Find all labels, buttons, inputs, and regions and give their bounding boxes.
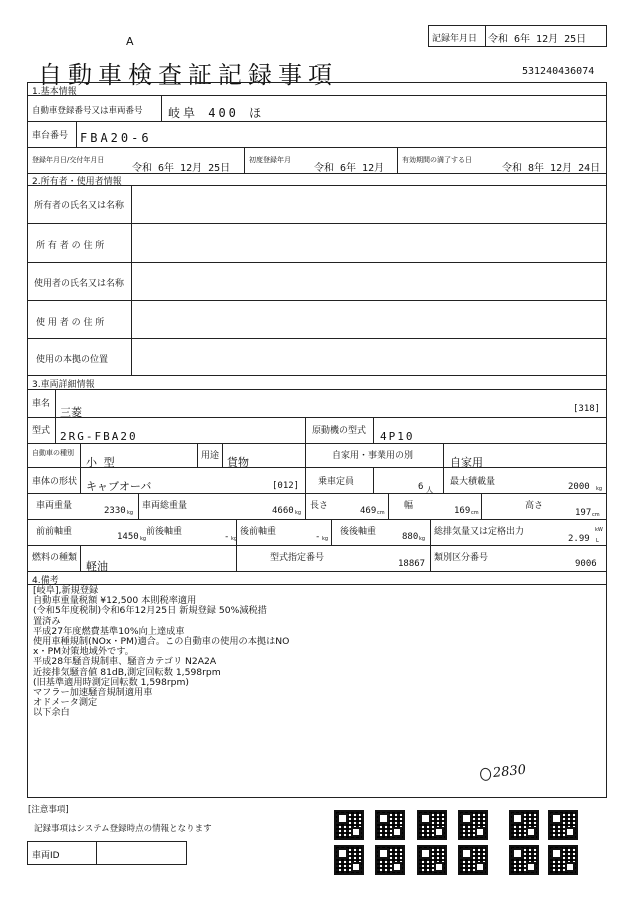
vehicle-kind-label: 自動車の種別	[32, 449, 74, 457]
length-value: 469	[360, 506, 377, 516]
qr-code-icon	[417, 845, 447, 875]
registration-date-label: 登録年月日/交付年月日	[32, 156, 105, 164]
width-value: 169	[454, 506, 471, 516]
front-front-axle-label: 前前軸重	[36, 527, 73, 537]
registration-date-value: 令和 6年 12月 25日	[132, 163, 231, 174]
width-label: 幅	[404, 501, 414, 511]
displacement-value: 2.99	[568, 534, 590, 544]
remarks-line: オドメータ測定	[33, 697, 98, 709]
capacity-unit: 人	[426, 486, 433, 494]
front-rear-axle-label: 前後軸重	[146, 527, 183, 537]
registration-number-value: 岐阜 400 ほ	[168, 106, 265, 120]
remarks-line: x・PM対策地域外です。	[33, 646, 134, 658]
rear-front-axle-label: 後前軸重	[240, 527, 277, 537]
handwritten-number: 2830	[492, 762, 527, 782]
maker-code: [318]	[573, 404, 601, 414]
qr-code-icon	[548, 845, 578, 875]
registration-number-label: 自動車登録番号又は車両番号	[32, 106, 143, 116]
chassis-number-label: 車台番号	[32, 131, 69, 141]
notes-heading: [注意事項]	[28, 805, 69, 815]
purpose-value: 自家用	[450, 456, 483, 469]
use-label: 用途	[201, 451, 220, 461]
remarks-text	[33, 586, 289, 719]
notes-text: 記録事項はシステム登録時点の情報となります	[34, 824, 212, 834]
fuel-label: 燃料の種類	[32, 553, 78, 563]
vehicle-weight-label: 車両重量	[36, 501, 73, 511]
remarks-line: 平成27年度燃費基準10%向上達成車	[33, 625, 185, 637]
expiry-date-label: 有効期間の満了する日	[402, 156, 472, 164]
capacity-label: 乗車定員	[318, 477, 355, 487]
front-rear-axle-unit: kg	[231, 536, 238, 542]
fuel-value: 軽油	[86, 560, 108, 573]
first-registration-value: 令和 6年 12月	[314, 163, 385, 174]
purpose-label: 自家用・事業用の別	[332, 451, 414, 461]
rear-front-axle-unit: kg	[322, 536, 329, 542]
displacement-label: 総排気量又は定格出力	[434, 527, 525, 537]
owner-address-label: 所 有 者 の 住 所	[36, 241, 105, 251]
type-cert-value: 18867	[398, 559, 426, 569]
body-shape-label: 車体の形状	[32, 477, 78, 487]
header-letter: A	[126, 35, 134, 48]
user-address-label: 使 用 者 の 住 所	[36, 318, 105, 328]
section-2-heading: 2.所有者・使用者情報	[32, 177, 122, 187]
body-shape-value: キャブオーバ	[86, 480, 152, 493]
type-cert-label: 型式指定番号	[270, 553, 325, 563]
qr-code-icon	[458, 845, 488, 875]
displacement-unit-l: L	[596, 538, 599, 544]
height-unit: cm	[592, 512, 600, 518]
chassis-number-value: FBA20-6	[80, 131, 152, 145]
displacement-unit-kw: kW	[595, 527, 603, 533]
maker-label: 車名	[32, 399, 51, 409]
model-value: 2RG-FBA20	[60, 430, 138, 443]
rear-rear-axle-unit: kg	[419, 536, 426, 542]
page-title: 自動車検査証記録事項	[38, 61, 338, 89]
rear-front-axle-value: -	[315, 532, 321, 542]
remarks-line: マフラー加速騒音規制適用車	[33, 687, 153, 699]
height-label: 高さ	[525, 501, 544, 511]
circle-mark-icon	[479, 767, 491, 781]
remarks-line: 平成28年騒音規制車、騒音カテゴリ N2A2A	[33, 656, 217, 668]
maker-value: 三菱	[60, 406, 82, 419]
qr-code-icon	[509, 845, 539, 875]
section-1-heading: 1.基本情報	[32, 87, 77, 97]
remarks-line: 近接排気騒音値 81dB,測定回転数 1,598rpm	[33, 666, 221, 678]
qr-code-icon	[334, 810, 364, 840]
max-load-value: 2000	[568, 482, 590, 492]
front-rear-axle-value: -	[224, 532, 230, 542]
body-shape-code: [012]	[272, 481, 300, 491]
base-location-label: 使用の本拠の位置	[36, 355, 109, 365]
gross-weight-value: 4660	[272, 506, 294, 516]
remarks-line: (旧基準適用時測定回転数 1,598rpm)	[33, 676, 190, 688]
record-date-value: 令和 6年 12月 25日	[488, 34, 587, 45]
length-unit: cm	[377, 510, 385, 516]
gross-weight-unit: kg	[295, 510, 302, 516]
section-3-heading: 3.車両詳細情報	[32, 380, 95, 390]
record-date-label: 記録年月日	[432, 34, 478, 44]
qr-code-icon	[509, 810, 539, 840]
remarks-line: 使用車種規制(NOx・PM)適合。この自動車の使用の本拠はNO	[33, 636, 290, 648]
max-load-label: 最大積載量	[450, 477, 496, 487]
remarks-line: (令和5年度税制)令和6年12月25日 新規登録 50%減税措	[33, 605, 267, 617]
qr-code-icon	[417, 810, 447, 840]
remarks-line: 置済み	[33, 615, 61, 627]
use-value: 貨物	[227, 456, 249, 469]
first-registration-label: 初度登録年月	[249, 156, 291, 164]
capacity-value: 6	[418, 482, 424, 492]
remarks-line: 以下余白	[33, 707, 70, 719]
length-label: 長さ	[310, 501, 329, 511]
vehicle-weight-value: 2330	[104, 506, 126, 516]
qr-code-icon	[375, 810, 405, 840]
class-number-value: 9006	[575, 559, 597, 569]
qr-code-icon	[334, 845, 364, 875]
vehicle-id-label: 車両ID	[32, 851, 60, 861]
rear-rear-axle-value: 880	[402, 532, 419, 542]
user-name-label: 使用者の氏名又は名称	[34, 279, 125, 289]
engine-model-value: 4P10	[380, 430, 415, 443]
front-front-axle-value: 1450	[117, 532, 139, 542]
qr-code-icon	[458, 810, 488, 840]
qr-code-icon	[548, 810, 578, 840]
document-number: 531240436074	[522, 66, 595, 77]
vehicle-kind-value: 小 型	[86, 456, 115, 469]
qr-code-icon	[375, 845, 405, 875]
model-label: 型式	[32, 426, 51, 436]
engine-model-label: 原動機の型式	[312, 426, 367, 436]
remarks-line: [岐阜],新規登録	[33, 585, 99, 596]
max-load-unit: kg	[596, 486, 603, 492]
remarks-line: 自動車重量税額 ¥12,500 本則税率適用	[33, 595, 197, 607]
height-value: 197	[575, 508, 592, 518]
class-number-label: 類別区分番号	[434, 553, 489, 563]
section-4-heading: 4.備考	[32, 576, 59, 586]
gross-weight-label: 車両総重量	[142, 501, 188, 511]
width-unit: cm	[471, 510, 479, 516]
expiry-date-value: 令和 8年 12月 24日	[502, 163, 601, 174]
front-front-axle-unit: kg	[140, 536, 147, 542]
vehicle-weight-unit: kg	[127, 510, 134, 516]
rear-rear-axle-label: 後後軸重	[340, 527, 377, 537]
owner-name-label: 所有者の氏名又は名称	[34, 201, 125, 211]
